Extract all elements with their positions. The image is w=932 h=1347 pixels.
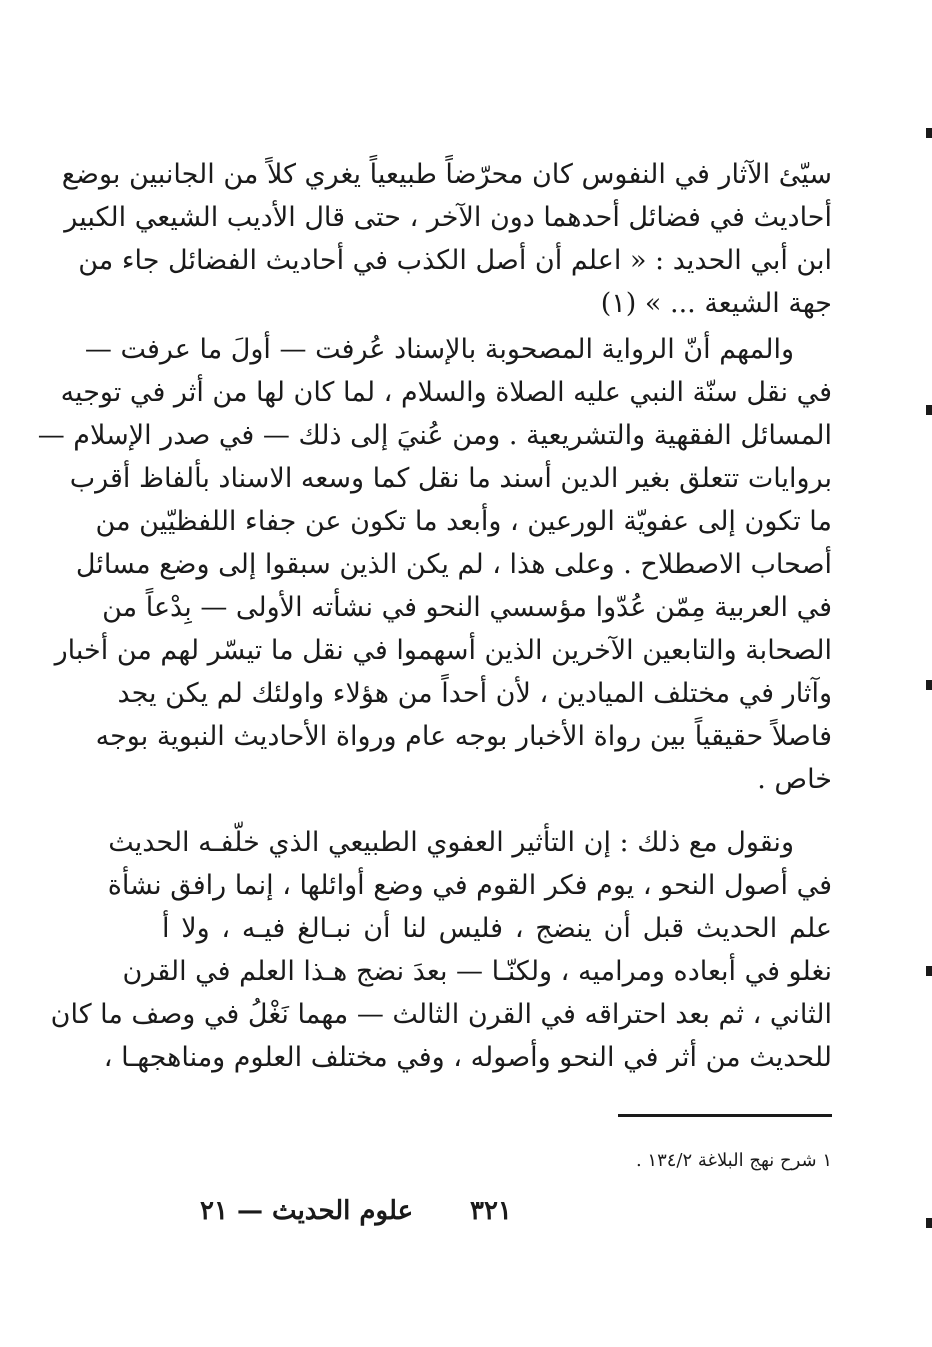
text-line: وآثار في مختلف الميادين ، لأن أحداً من هؤلاء واولئك لم يكن يجد — [117, 678, 832, 709]
text-line: بروايات تتعلق بغير الدين أسند ما نقل كما وسعه الاسناد بألفاظ أقرب — [69, 463, 832, 494]
page-number: ٣٢١ — [470, 1196, 512, 1226]
text-line: جهة الشيعة ... » (١) — [600, 288, 832, 319]
text-line: نغلو في أبعاده ومراميه ، ولكنّـا — بعدَ نضج هـذا العلم في القرن — [122, 956, 832, 987]
text-line: للحديث من أثر في النحو وأصوله ، وفي مختلف العلوم ومناهجهـا ، — [103, 1042, 832, 1073]
text-line: خاص . — [757, 764, 832, 795]
text-line: ونقول مع ذلك : إن التأثير العفوي الطبيعي الذي خلّفـه الحديث — [108, 827, 794, 858]
footnote: ١ شرح نهج البلاغة ١٣٤/٢ . — [635, 1150, 832, 1171]
text-line: في أصول النحو ، يوم فكر القوم في وضع أوائلها ، إنما رافق نشأة — [107, 870, 832, 901]
text-line: سيّئ الآثار في النفوس كان محرّضاً طبيعياً يغري كلاً من الجانبين بوضع — [61, 159, 832, 190]
text-line: والمهم أنّ الرواية المصحوبة بالإسناد عُرفت — أولَ ما عرفت — — [84, 334, 794, 365]
text-line: المسائل الفقهية والتشريعية . ومن عُنيَ إلى ذلك — في صدر الإسلام — — [37, 420, 832, 451]
text-line: في نقل سنّة النبي عليه الصلاة والسلام ، لما كان لها من أثر في توجيه — [60, 377, 832, 408]
text-line: ما تكون إلى عفويّة الورعين ، وأبعد ما تكون عن جفاء اللفظيّين من — [95, 506, 832, 537]
binding-mark — [926, 966, 932, 976]
text-line: الثاني ، ثم بعد احتراقه في القرن الثالث — مهما نَغْلُ في وصف ما كان — [50, 999, 832, 1030]
text-line: في العربية مِمّن عُدّوا مؤسسي النحو في نشأته الأولى — بِدْعاً من — [102, 592, 832, 623]
text-line: أحاديث في فضائل أحدهما دون الآخر ، حتى قال الأديب الشيعي الكبير — [64, 202, 832, 233]
text-line: الصحابة والتابعين الآخرين الذين أسهموا في نقل ما تيسّر لهم من أخبار — [54, 635, 832, 666]
footnote-divider — [618, 1114, 832, 1117]
text-line: ابن أبي الحديد : « اعلم أن أصل الكذب في أحاديث الفضائل جاء من — [78, 245, 832, 276]
text-line: فاصلاً حقيقياً بين رواة الأخبار بوجه عام ورواة الأحاديث النبوية بوجه — [95, 721, 832, 752]
signature-mark: علوم الحديث — ٢١ — [200, 1196, 414, 1226]
text-line: أصحاب الاصطلاح . وعلى هذا ، لم يكن الذين سبقوا إلى وضع مسائل — [75, 549, 832, 580]
binding-mark — [926, 680, 932, 690]
binding-mark — [926, 405, 932, 415]
text-line: علم الحديث قبل أن ينضج ، فليس لنا أن نبـالغ فيـه ، ولا أ — [162, 913, 832, 944]
binding-mark — [926, 1218, 932, 1228]
binding-mark — [926, 128, 932, 138]
